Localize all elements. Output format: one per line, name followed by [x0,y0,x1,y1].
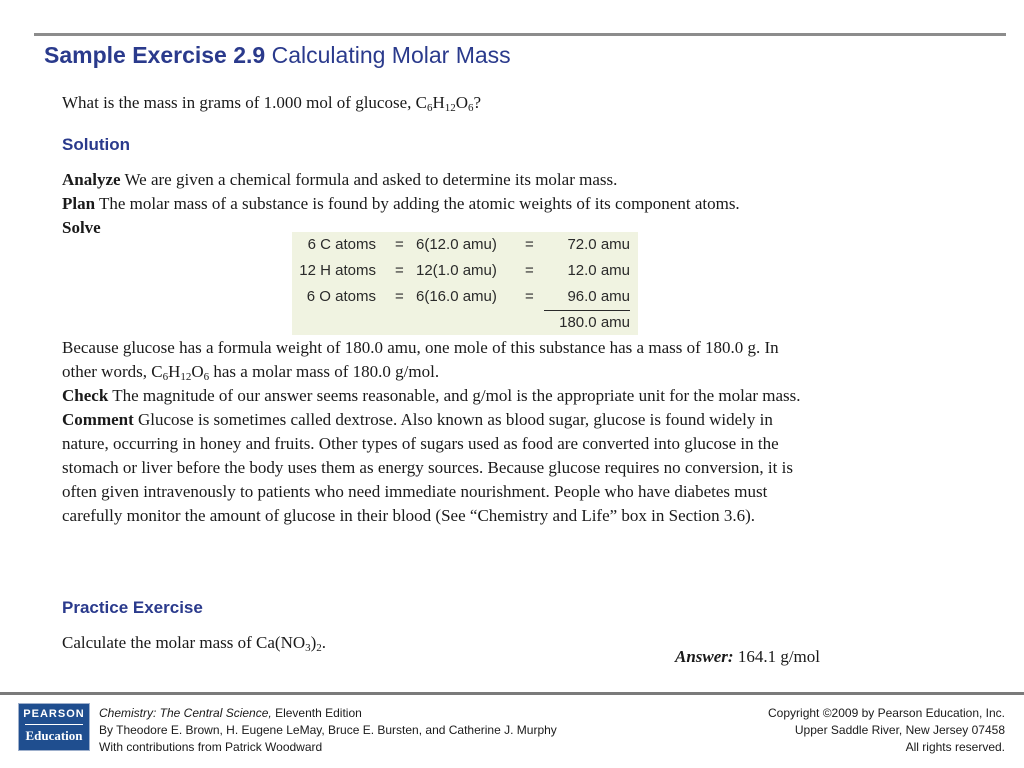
check-label: Check [62,386,109,405]
calc-equals: = [395,288,404,305]
book-contributions: With contributions from Patrick Woodward [99,740,323,754]
question-sub: 6 [468,102,474,114]
calc-result: 96.0 amu [567,288,630,305]
book-title: Chemistry: The Central Science, [99,706,272,720]
comment-line: stomach or liver before the body uses them as energy sources. Because glucose requires no conversion, it is [62,458,793,477]
calc-product: 6(16.0 amu) [416,288,497,305]
comment-line [62,408,773,432]
calc-row-total [292,310,638,336]
book-edition: Eleventh Edition [271,706,362,720]
calc-row-hydrogen [292,258,638,284]
because-line: Because glucose has a formula weight of 180.0 amu, one mole of this substance has a mass of 180.0 g. In [62,338,779,357]
formula-sub: 12 [180,371,192,383]
practice-heading: Practice Exercise [62,598,203,617]
question-text [62,91,481,115]
question-sub: 12 [444,102,456,114]
formula-sub: 3 [305,642,311,654]
calc-equals: = [395,236,404,253]
practice-end: . [321,633,327,652]
other-words-text: other words, C [62,362,163,381]
logo-bottom-text: Education [25,728,83,743]
question-o: O [455,93,469,112]
practice-question [62,631,326,655]
title-bold: Sample Exercise 2.9 [44,42,266,68]
plan-text: The molar mass of a substance is found by adding the atomic weights of its component atoms. [95,194,740,213]
question-end: ? [473,93,482,112]
calc-equals: = [525,236,534,253]
calc-equals: = [525,288,534,305]
other-words-line [62,360,439,384]
calc-equals: = [525,262,534,279]
page-title [44,42,511,69]
calc-atoms: 6 O atoms [306,288,376,305]
plan-line [62,192,740,216]
calc-product: 6(12.0 amu) [416,236,497,253]
analyze-label: Analyze [62,170,121,189]
comment-line: carefully monitor the amount of glucose in their blood (See “Chemistry and Life” box in Section 3.6). [62,506,756,525]
check-line [62,384,801,408]
calc-row-oxygen [292,284,638,310]
copyright-line: Copyright ©2009 by Pearson Education, Inc. [768,706,1005,720]
question-sub: 6 [426,102,433,114]
question-main: What is the mass in grams of 1.000 mol of glucose, C [62,93,427,112]
check-text: The magnitude of our answer seems reasonable, and g/mol is the appropriate unit for the molar mass. [108,386,801,405]
formula-sub: 2 [316,642,322,654]
footer-book-info [99,705,557,756]
question-h: H [432,93,445,112]
footer-copyright [768,705,1005,756]
solve-line [62,216,101,240]
other-words-rest: has a molar mass of 180.0 g/mol. [209,362,440,381]
solution-heading: Solution [62,135,130,154]
rights-line: All rights reserved. [905,740,1005,754]
calc-product: 12(1.0 amu) [416,262,497,279]
comment-line: nature, occurring in honey and fruits. Other types of sugars used as food are converted into glucose in the [62,434,779,453]
address-line: Upper Saddle River, New Jersey 07458 [794,723,1005,737]
comment-text: Glucose is sometimes called dextrose. Also known as blood sugar, glucose is found widely in [133,410,773,429]
analyze-text: We are given a chemical formula and asked to determine its molar mass. [120,170,618,189]
calc-atoms: 6 C atoms [307,236,376,253]
solve-label: Solve [62,218,101,237]
practice-text: Calculate the molar mass of Ca(NO [62,633,306,652]
footer-divider [0,692,1024,695]
logo-top-text: PEARSON [23,708,85,720]
formula-paren: ) [310,633,317,652]
calc-equals: = [395,262,404,279]
formula-h: H [168,362,181,381]
calc-atoms: 12 H atoms [299,262,376,279]
pearson-logo [18,703,90,751]
analyze-line [62,168,617,192]
book-authors: By Theodore E. Brown, H. Eugene LeMay, Bruce E. Bursten, and Catherine J. Murphy [99,723,557,737]
practice-answer [675,647,820,667]
footer-title-line [99,705,557,722]
plan-label: Plan [62,194,96,213]
calc-result: 12.0 amu [567,262,630,279]
formula-sub: 6 [203,371,210,383]
calc-total: 180.0 amu [559,314,630,331]
formula-o: O [191,362,204,381]
title-rest: Calculating Molar Mass [265,42,511,68]
answer-value: 164.1 g/mol [733,647,820,666]
logo-separator [25,724,83,725]
top-divider [34,33,1006,36]
formula-sub: 6 [162,371,169,383]
comment-line: often given intravenously to patients who need immediate nourishment. People who have diabetes must [62,482,768,501]
comment-label: Comment [62,410,134,429]
calc-row-carbon [292,232,638,258]
molar-mass-calculation [292,232,638,335]
answer-label: Answer: [675,647,734,666]
calc-result: 72.0 amu [567,236,630,253]
